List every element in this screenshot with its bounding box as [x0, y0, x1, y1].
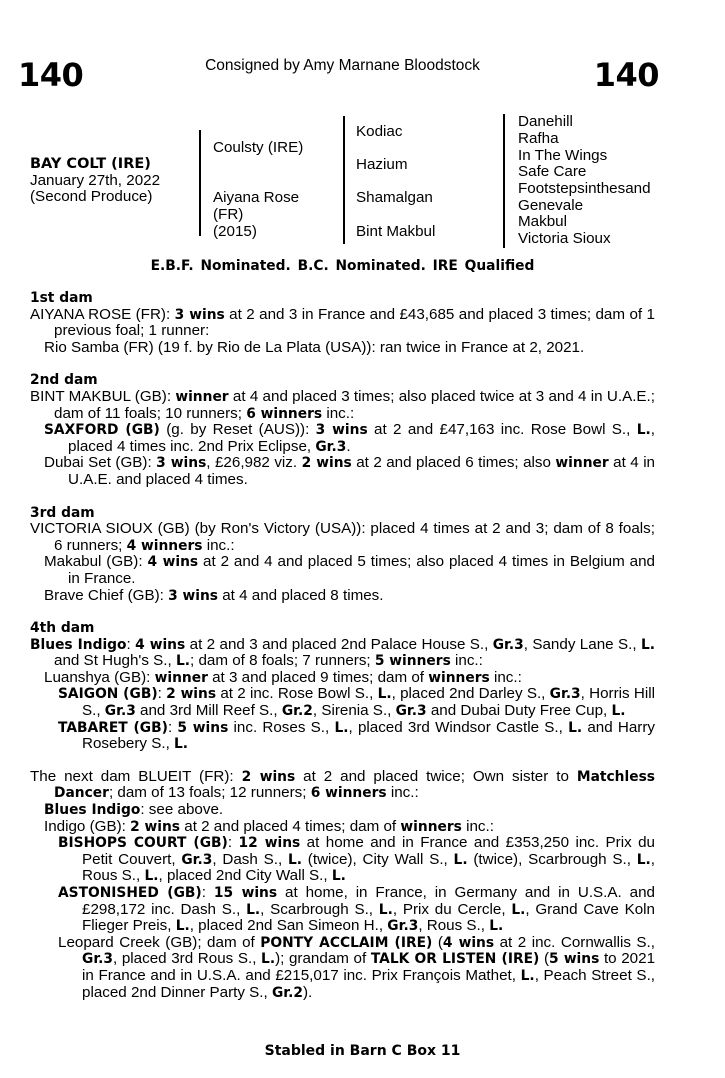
pedigree-bracket-2 — [343, 116, 345, 244]
paragraph: Blues Indigo: 4 wins at 2 and 3 and placed 2nd Palace House S., Gr.3, Sandy Lane S., L. and St Hugh's S., L.; dam of 8 foals; 7 runners; 5 winners inc.: — [30, 635, 655, 670]
paragraph: Luanshya (GB): winner at 3 and placed 9 times; dam of winners inc.: — [44, 668, 522, 686]
grandparent-3: In The Wings — [518, 147, 608, 164]
paragraph: BISHOPS COURT (GB): 12 wins at home and in France and £353,250 inc. Prix du Petit Couvert, Gr.3, Dash S., L. (twice), City Wall S., L. (twice), Scarbrough S., L., Rous S., L., placed 2nd City Wall S., L. — [58, 834, 656, 885]
catalogue-body — [30, 290, 655, 1017]
pedigree-table — [0, 114, 725, 254]
nominations-line: E.B.F. Nominated. B.C. Nominated. IRE Qualified — [150, 258, 535, 274]
paragraph: SAXFORD (GB) (g. by Reset (AUS)): 3 wins at 2 and £47,163 inc. Rose Bowl S., L., placed 4 times inc. 2nd Prix Eclipse, Gr.3. — [44, 421, 655, 455]
paragraph: Brave Chief (GB): 3 wins at 4 and placed 8 times. — [44, 586, 384, 604]
pedigree-bracket-3 — [503, 114, 505, 248]
lot-number-right: 140 — [593, 56, 659, 94]
paragraph: ASTONISHED (GB): 15 wins at home, in France, in Germany and in U.S.A. and £298,172 inc. Dash S., L., Scarbrough S., L., Prix du Cercle, L., Grand Cave Koln Flieger Preis, L., placed 2nd San Simeon H., Gr.3, Rous S., L. — [58, 884, 656, 935]
sire-sire: Kodiac — [356, 123, 403, 140]
consignor-line: Consigned by Amy Marnane Bloodstock — [205, 57, 480, 74]
dam-country: (FR) — [213, 206, 244, 223]
grandparent-1: Danehill — [518, 113, 573, 130]
paragraph: Blues Indigo: see above. — [44, 801, 224, 819]
section-third-dam — [30, 505, 655, 605]
stabling-footer: Stabled in Barn C Box 11 — [264, 1043, 461, 1059]
section-heading: 2nd dam — [30, 372, 98, 389]
dam-dam: Bint Makbul — [356, 223, 436, 240]
section-heading: 4th dam — [30, 620, 95, 637]
sire-dam: Hazium — [356, 156, 408, 173]
paragraph: Makabul (GB): 4 wins at 2 and 4 and placed 5 times; also placed 4 times in Belgium and in France. — [44, 553, 655, 587]
grandparent-6: Genevale — [518, 197, 584, 214]
paragraph: Leopard Creek (GB); dam of PONTY ACCLAIM (IRE) (4 wins at 2 inc. Cornwallis S., Gr.3, placed 3rd Rous S., L.); grandam of TALK OR LISTEN (IRE) (5 wins to 2021 in France and in U.S.A. and £215,017 inc. Prix François Mathet, L., Peach Street S., placed 2nd Dinner Party S., Gr.2). — [58, 933, 656, 1001]
section-fourth-dam — [30, 620, 655, 753]
section-next-dam — [30, 769, 655, 1001]
section-heading: 3rd dam — [30, 504, 95, 521]
grandparent-7: Makbul — [518, 213, 567, 230]
dam-sire: Shamalgan — [356, 189, 433, 206]
grandparent-8: Victoria Sioux — [518, 230, 611, 247]
dam-name: Aiyana Rose — [213, 189, 300, 206]
section-first-dam — [30, 290, 655, 356]
paragraph: The next dam BLUEIT (FR): 2 wins at 2 and placed twice; Own sister to Matchless Dancer; dam of 13 foals; 12 runners; 6 winners inc.: — [30, 767, 655, 802]
section-second-dam — [30, 372, 655, 488]
grandparent-5: Footstepsinthesand — [518, 180, 651, 197]
grandparent-2: Rafha — [518, 130, 559, 147]
grandparent-4: Safe Care — [518, 163, 587, 180]
paragraph: Indigo (GB): 2 wins at 2 and placed 4 times; dam of winners inc.: — [44, 817, 494, 835]
sire: Coulsty (IRE) — [213, 139, 304, 156]
paragraph: TABARET (GB): 5 wins inc. Roses S., L., placed 3rd Windsor Castle S., L. and Harry Rosebery S., L. — [58, 718, 656, 753]
colt-produce-note: (Second Produce) — [30, 188, 153, 205]
colt-name: BAY COLT (IRE) — [30, 156, 151, 172]
paragraph: Rio Samba (FR) (19 f. by Rio de La Plata (USA)): ran twice in France at 2, 2021. — [44, 338, 585, 356]
dam-year: (2015) — [213, 223, 257, 240]
paragraph: AIYANA ROSE (FR): 3 wins at 2 and 3 in France and £43,685 and placed 3 times; dam of 1 previous foal; 1 runner: — [30, 305, 655, 340]
paragraph: VICTORIA SIOUX (GB) (by Ron's Victory (USA)): placed 4 times at 2 and 3; dam of 8 foals; 6 runners; 4 winners inc.: — [30, 520, 655, 554]
colt-foaled: January 27th, 2022 — [30, 172, 161, 189]
paragraph: Dubai Set (GB): 3 wins, £26,982 viz. 2 wins at 2 and placed 6 times; also winner at 4 in U.A.E. and placed 4 times. — [44, 454, 656, 488]
pedigree-bracket-1 — [199, 130, 201, 236]
paragraph: BINT MAKBUL (GB): winner at 4 and placed 3 times; also placed twice at 3 and 4 in U.A.E.; dam of 11 foals; 10 runners; 6 winners inc.: — [30, 387, 655, 422]
paragraph: SAIGON (GB): 2 wins at 2 inc. Rose Bowl S., L., placed 2nd Darley S., Gr.3, Horris Hill S., Gr.3 and 3rd Mill Reef S., Gr.2, Sirenia S., Gr.3 and Dubai Duty Free Cup, L. — [58, 685, 655, 720]
lot-number-left: 140 — [18, 56, 84, 94]
section-heading: 1st dam — [30, 290, 93, 306]
